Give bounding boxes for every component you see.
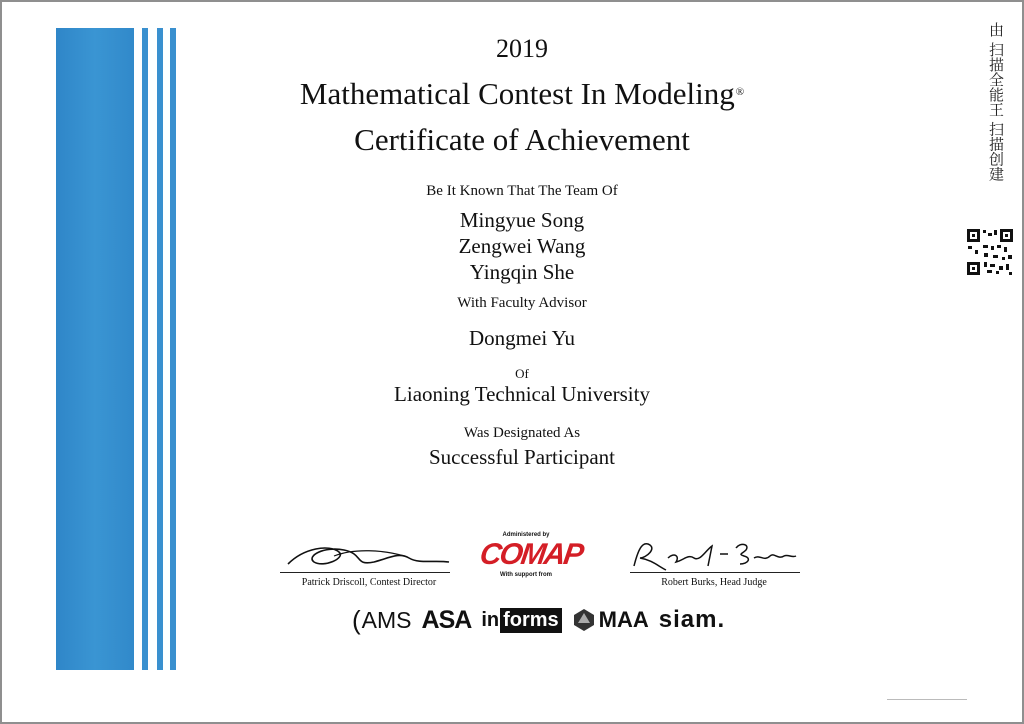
maa-icosahedron-icon [572,608,596,632]
asa-text: ASA [421,605,472,634]
designation: Successful Participant [428,445,616,469]
informs-box: forms [500,608,562,633]
informs-prefix: in [481,608,500,631]
advisor-label: With Faculty Advisor [457,295,587,311]
judge-signature [628,536,800,574]
asa-logo [422,606,472,635]
contest-name-text: Mathematical Contest In Modeling [299,76,735,111]
known-line: Be It Known That The Team Of [426,183,618,199]
advisor-name: Dongmei Yu [469,326,575,350]
ams-logo [352,605,412,636]
ams-arc-icon: ( [352,604,361,635]
team-member-2: Zengwei Wang [458,234,586,258]
siam-logo: siam. [658,606,726,633]
certificate-title: Certificate of Achievement [354,122,690,157]
footer-rule [887,699,967,700]
designated-label: Was Designated As [463,425,581,441]
team-member-3: Yingqin She [469,260,575,284]
comap-block [477,532,585,578]
judge-caption: Robert Burks, Head Judge [661,577,767,588]
certificate-year: 2019 [496,34,548,63]
scan-watermark-text: 由 扫描全能王 扫描创建 [987,22,1005,182]
ams-text: AMS [361,606,412,633]
registered-mark: ® [735,86,745,98]
left-blue-band [56,28,134,670]
of-label: Of [515,366,529,381]
blue-stripe-1 [142,28,148,670]
blue-stripe-3 [170,28,176,670]
administered-by: Administered by [502,532,550,538]
judge-signature-line [630,572,800,573]
qr-code-icon [966,228,1014,276]
maa-text: MAA [598,607,649,632]
director-signature-line [280,572,450,573]
blue-stripe-2 [157,28,163,670]
team-member-1: Mingyue Song [459,208,585,232]
contest-name [262,76,782,112]
informs-logo [481,608,561,633]
director-caption: Patrick Driscoll, Contest Director [301,577,437,588]
sponsor-logos [352,600,725,640]
director-signature [284,538,454,574]
comap-logo: COMAP [477,538,585,571]
university-name: Liaoning Technical University [394,382,650,406]
maa-logo [572,607,649,633]
with-support-from: With support from [500,572,552,578]
